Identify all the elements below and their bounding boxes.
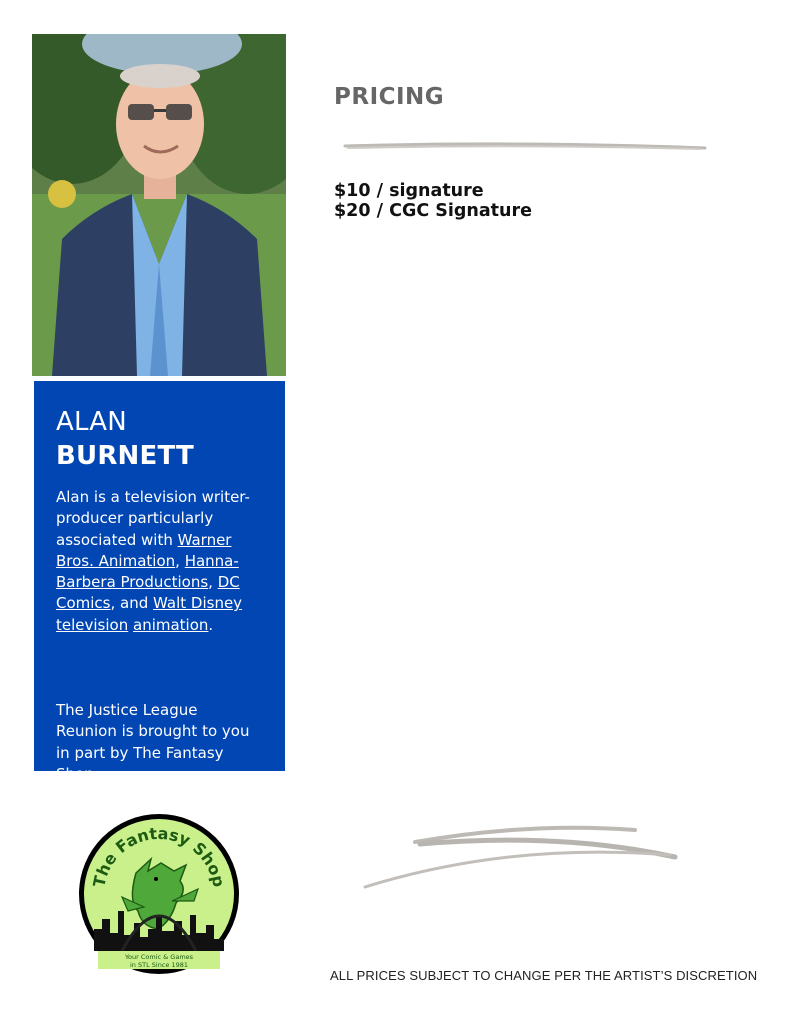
price-cgc-signature: $20 / CGC Signature [334, 201, 532, 221]
link-warner-bros-animation[interactable]: Warner Bros. Animation [56, 530, 232, 570]
artist-bio [56, 487, 263, 636]
logo-title: The Fantasy Shop [89, 823, 229, 889]
pricing-disclaimer: ALL PRICES SUBJECT TO CHANGE PER THE ARTIST’S DISCRETION [330, 968, 758, 983]
bio-text: Alan is a television writer-producer particularly associated with [56, 488, 250, 549]
pricing-title: PRICING [334, 84, 445, 110]
link-hanna-barbera[interactable]: Hanna-Barbera Productions [56, 551, 239, 592]
price-signature: $10 / signature [334, 181, 484, 201]
fantasy-shop-logo [76, 811, 242, 977]
brush-stroke-decoration [360, 822, 690, 897]
bio-card [34, 381, 285, 783]
bio-text: , and [110, 594, 154, 613]
artist-name [56, 405, 263, 473]
logo-tagline-2: in STL Since 1981 [129, 961, 189, 969]
bio-text: . [208, 615, 214, 634]
link-animation[interactable]: animation [133, 615, 209, 634]
logo-tagline-1: Your Comic & Games [124, 953, 194, 961]
bio-text: , [208, 573, 218, 592]
artist-first-name: ALAN [56, 407, 127, 437]
sponsor-credit: The Justice League Reunion is brought to you in part by The Fantasy Shop. [56, 701, 250, 783]
link-walt-disney-television[interactable]: Walt Disney television [56, 594, 243, 634]
brush-stroke-divider [340, 138, 710, 156]
artist-last-name: BURNETT [56, 441, 194, 471]
bio-text: , [175, 551, 185, 570]
artist-photo [32, 34, 286, 376]
link-dc-comics[interactable]: DC Comics [56, 573, 240, 613]
price-list [334, 181, 532, 221]
